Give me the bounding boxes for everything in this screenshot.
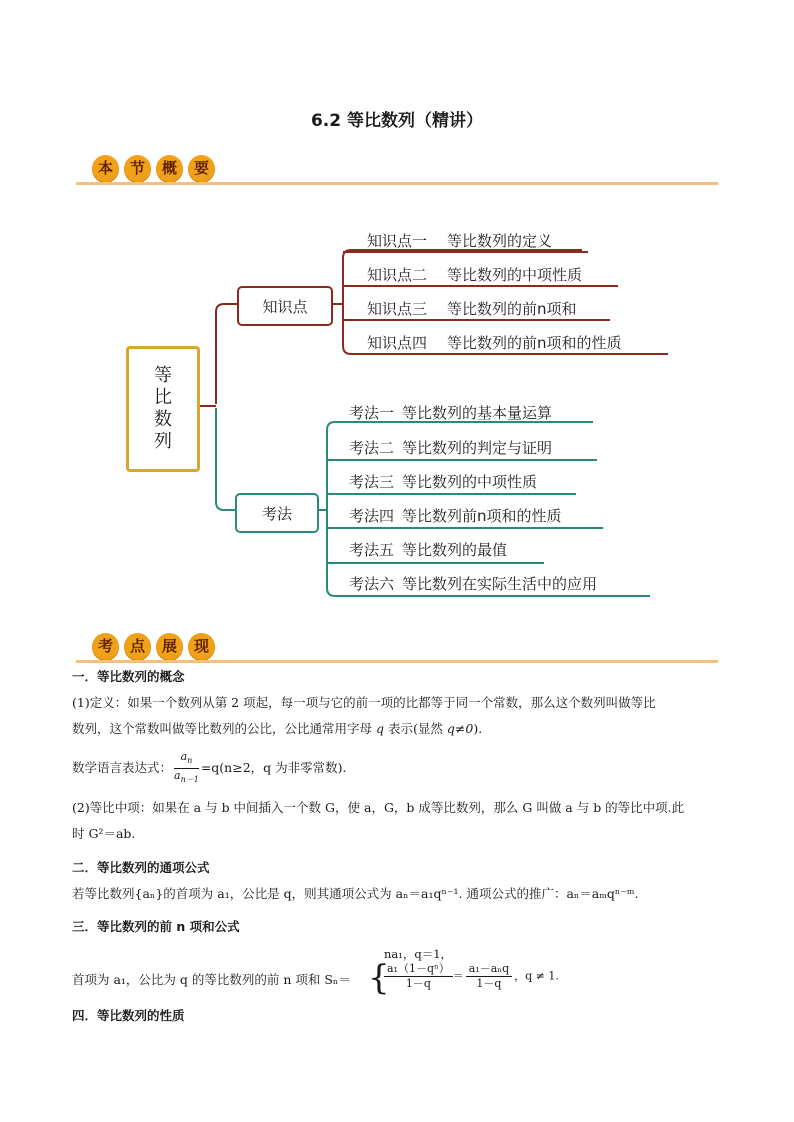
method-item: 考法四 等比数列前n项和的性质 — [349, 507, 562, 525]
knowledge-item: 知识点四 等比数列的前n项和的性质 — [367, 334, 622, 352]
root-char: 等 — [154, 365, 172, 386]
general-term-line: 若等比数列{aₙ}的首项为 a₁，公比是 q，则其通项公式为 aₙ＝a₁qⁿ⁻¹. 通项公式的推广：aₙ＝aₘqⁿ⁻ᵐ. — [72, 886, 639, 901]
page-title: 6.2 等比数列（精讲） — [310, 111, 484, 131]
banner-char: 点 — [124, 633, 151, 660]
section-heading: 四．等比数列的性质 — [72, 1008, 185, 1023]
expression-line: 数学语言表达式： $\frac{a_n}{a_{n-1}}$ =q(n≥2，q 为非零常数). — [72, 750, 732, 787]
banner-char: 现 — [188, 633, 215, 660]
banner-underline — [76, 660, 718, 663]
banner-char: 考 — [92, 633, 119, 660]
definition-line: 数列，这个常数叫做等比数列的公比，公比通常用字母 q 表示(显然 q≠0). — [72, 721, 483, 736]
banner-char: 概 — [156, 155, 183, 182]
methods-node: 考法 — [235, 493, 319, 533]
section-heading: 三．等比数列的前 n 项和公式 — [72, 919, 240, 934]
ratio-fraction: $\frac{a_n}{a_{n-1}}$ — [174, 750, 199, 785]
banner-char: 本 — [92, 155, 119, 182]
piecewise-case-2: $\frac{\text{a₁（1－qⁿ）}}{1-q}$ ＝ $\frac{\text{a₁－aₙq}}{1-q}$ ，q ≠ 1. — [384, 962, 559, 991]
root-char: 数 — [154, 409, 172, 430]
knowledge-node: 知识点 — [237, 286, 333, 326]
knowledge-item: 知识点二 等比数列的中项性质 — [367, 266, 583, 284]
root-char: 比 — [154, 387, 172, 408]
method-item: 考法二 等比数列的判定与证明 — [349, 439, 553, 457]
knowledge-item: 知识点三 等比数列的前n项和 — [367, 300, 577, 318]
piecewise-brace: { — [368, 958, 390, 998]
knowledge-item: 知识点一 等比数列的定义 — [367, 232, 553, 250]
banner-char: 展 — [156, 633, 183, 660]
method-item: 考法五 等比数列的最值 — [349, 541, 508, 559]
middle-term-line: 时 G²＝ab. — [72, 826, 136, 841]
mindmap-root-box — [126, 346, 200, 472]
section-heading: 二．等比数列的通项公式 — [72, 860, 210, 875]
definition-line: (1)定义：如果一个数列从第 2 项起，每一项与它的前一项的比都等于同一个常数，那么这个数列叫做等比 — [72, 695, 656, 710]
root-char: 列 — [154, 431, 172, 452]
method-item: 考法六 等比数列在实际生活中的应用 — [349, 575, 598, 593]
method-item: 考法一 等比数列的基本量运算 — [349, 404, 553, 422]
sum-lead: 首项为 a₁，公比为 q 的等比数列的前 n 项和 Sₙ＝ — [72, 972, 351, 987]
piecewise-case-1: na₁，q＝1， — [384, 947, 453, 961]
banner-char: 节 — [124, 155, 151, 182]
middle-term-line: (2)等比中项：如果在 a 与 b 中间插入一个数 G，使 a，G，b 成等比数列，那么 G 叫做 a 与 b 的等比中项.此 — [72, 800, 685, 815]
section-heading: 一．等比数列的概念 — [72, 669, 185, 684]
section-banner-points — [76, 633, 718, 663]
method-item: 考法三 等比数列的中项性质 — [349, 473, 538, 491]
banner-char: 要 — [188, 155, 215, 182]
